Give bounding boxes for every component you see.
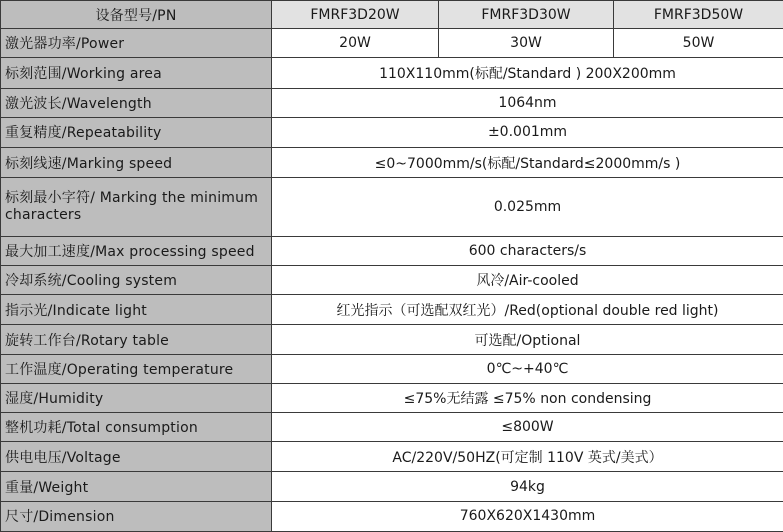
- spec-value: ≤800W: [272, 413, 783, 442]
- spec-value: 110X110mm(标配/Standard ) 200X200mm: [272, 58, 783, 88]
- pn-header-label: 设备型号/PN: [1, 1, 272, 29]
- spec-row: [1, 413, 783, 442]
- spec-label: 冷却系统/Cooling system: [1, 265, 272, 294]
- model-name-cell: FMRF3D20W: [272, 1, 439, 29]
- spec-label: 最大加工速度/Max processing speed: [1, 236, 272, 265]
- spec-row: [1, 58, 783, 88]
- spec-row: [1, 117, 783, 147]
- spec-value: 600 characters/s: [272, 236, 783, 265]
- power-label: 激光器功率/Power: [1, 29, 272, 58]
- spec-row: [1, 354, 783, 383]
- spec-label: 重量/Weight: [1, 472, 272, 501]
- spec-value: 1064nm: [272, 88, 783, 117]
- spec-value: ≤75%无结露 ≤75% non condensing: [272, 383, 783, 412]
- spec-row: [1, 148, 783, 178]
- spec-value: 0℃~+40℃: [272, 354, 783, 383]
- spec-row: [1, 472, 783, 501]
- power-value-cell: 50W: [614, 29, 783, 58]
- spec-value: 0.025mm: [272, 178, 783, 236]
- spec-label: 整机功耗/Total consumption: [1, 413, 272, 442]
- spec-value: AC/220V/50HZ(可定制 110V 英式/美式）: [272, 442, 783, 472]
- spec-row: [1, 501, 783, 531]
- spec-row: [1, 236, 783, 265]
- spec-value: 红光指示（可选配双红光）/Red(optional double red light): [272, 295, 783, 325]
- spec-row: [1, 265, 783, 294]
- spec-row: [1, 88, 783, 117]
- spec-label: 湿度/Humidity: [1, 383, 272, 412]
- spec-label: 标刻范围/Working area: [1, 58, 272, 88]
- spec-label: 尺寸/Dimension: [1, 501, 272, 531]
- spec-value: 风冷/Air-cooled: [272, 265, 783, 294]
- power-value-cell: 20W: [272, 29, 439, 58]
- power-row: [1, 29, 783, 58]
- spec-label: 重复精度/Repeatability: [1, 117, 272, 147]
- spec-label: 旋转工作台/Rotary table: [1, 325, 272, 354]
- spec-label: 工作温度/Operating temperature: [1, 354, 272, 383]
- model-header-row: [1, 1, 783, 29]
- spec-value: 760X620X1430mm: [272, 501, 783, 531]
- model-name-cell: FMRF3D30W: [439, 1, 614, 29]
- spec-label: 指示光/Indicate light: [1, 295, 272, 325]
- power-value-cell: 30W: [439, 29, 614, 58]
- spec-label: 激光波长/Wavelength: [1, 88, 272, 117]
- spec-row: [1, 295, 783, 325]
- spec-value: 可选配/Optional: [272, 325, 783, 354]
- model-name-cell: FMRF3D50W: [614, 1, 783, 29]
- spec-label: 标刻最小字符/ Marking the minimum characters: [1, 178, 272, 236]
- spec-row: [1, 383, 783, 412]
- spec-value: ≤0~7000mm/s(标配/Standard≤2000mm/s ): [272, 148, 783, 178]
- spec-row: [1, 442, 783, 472]
- spec-value: ±0.001mm: [272, 117, 783, 147]
- spec-label: 标刻线速/Marking speed: [1, 148, 272, 178]
- spec-value: 94kg: [272, 472, 783, 501]
- spec-label: 供电电压/Voltage: [1, 442, 272, 472]
- spec-row: [1, 325, 783, 354]
- spec-row: [1, 178, 783, 236]
